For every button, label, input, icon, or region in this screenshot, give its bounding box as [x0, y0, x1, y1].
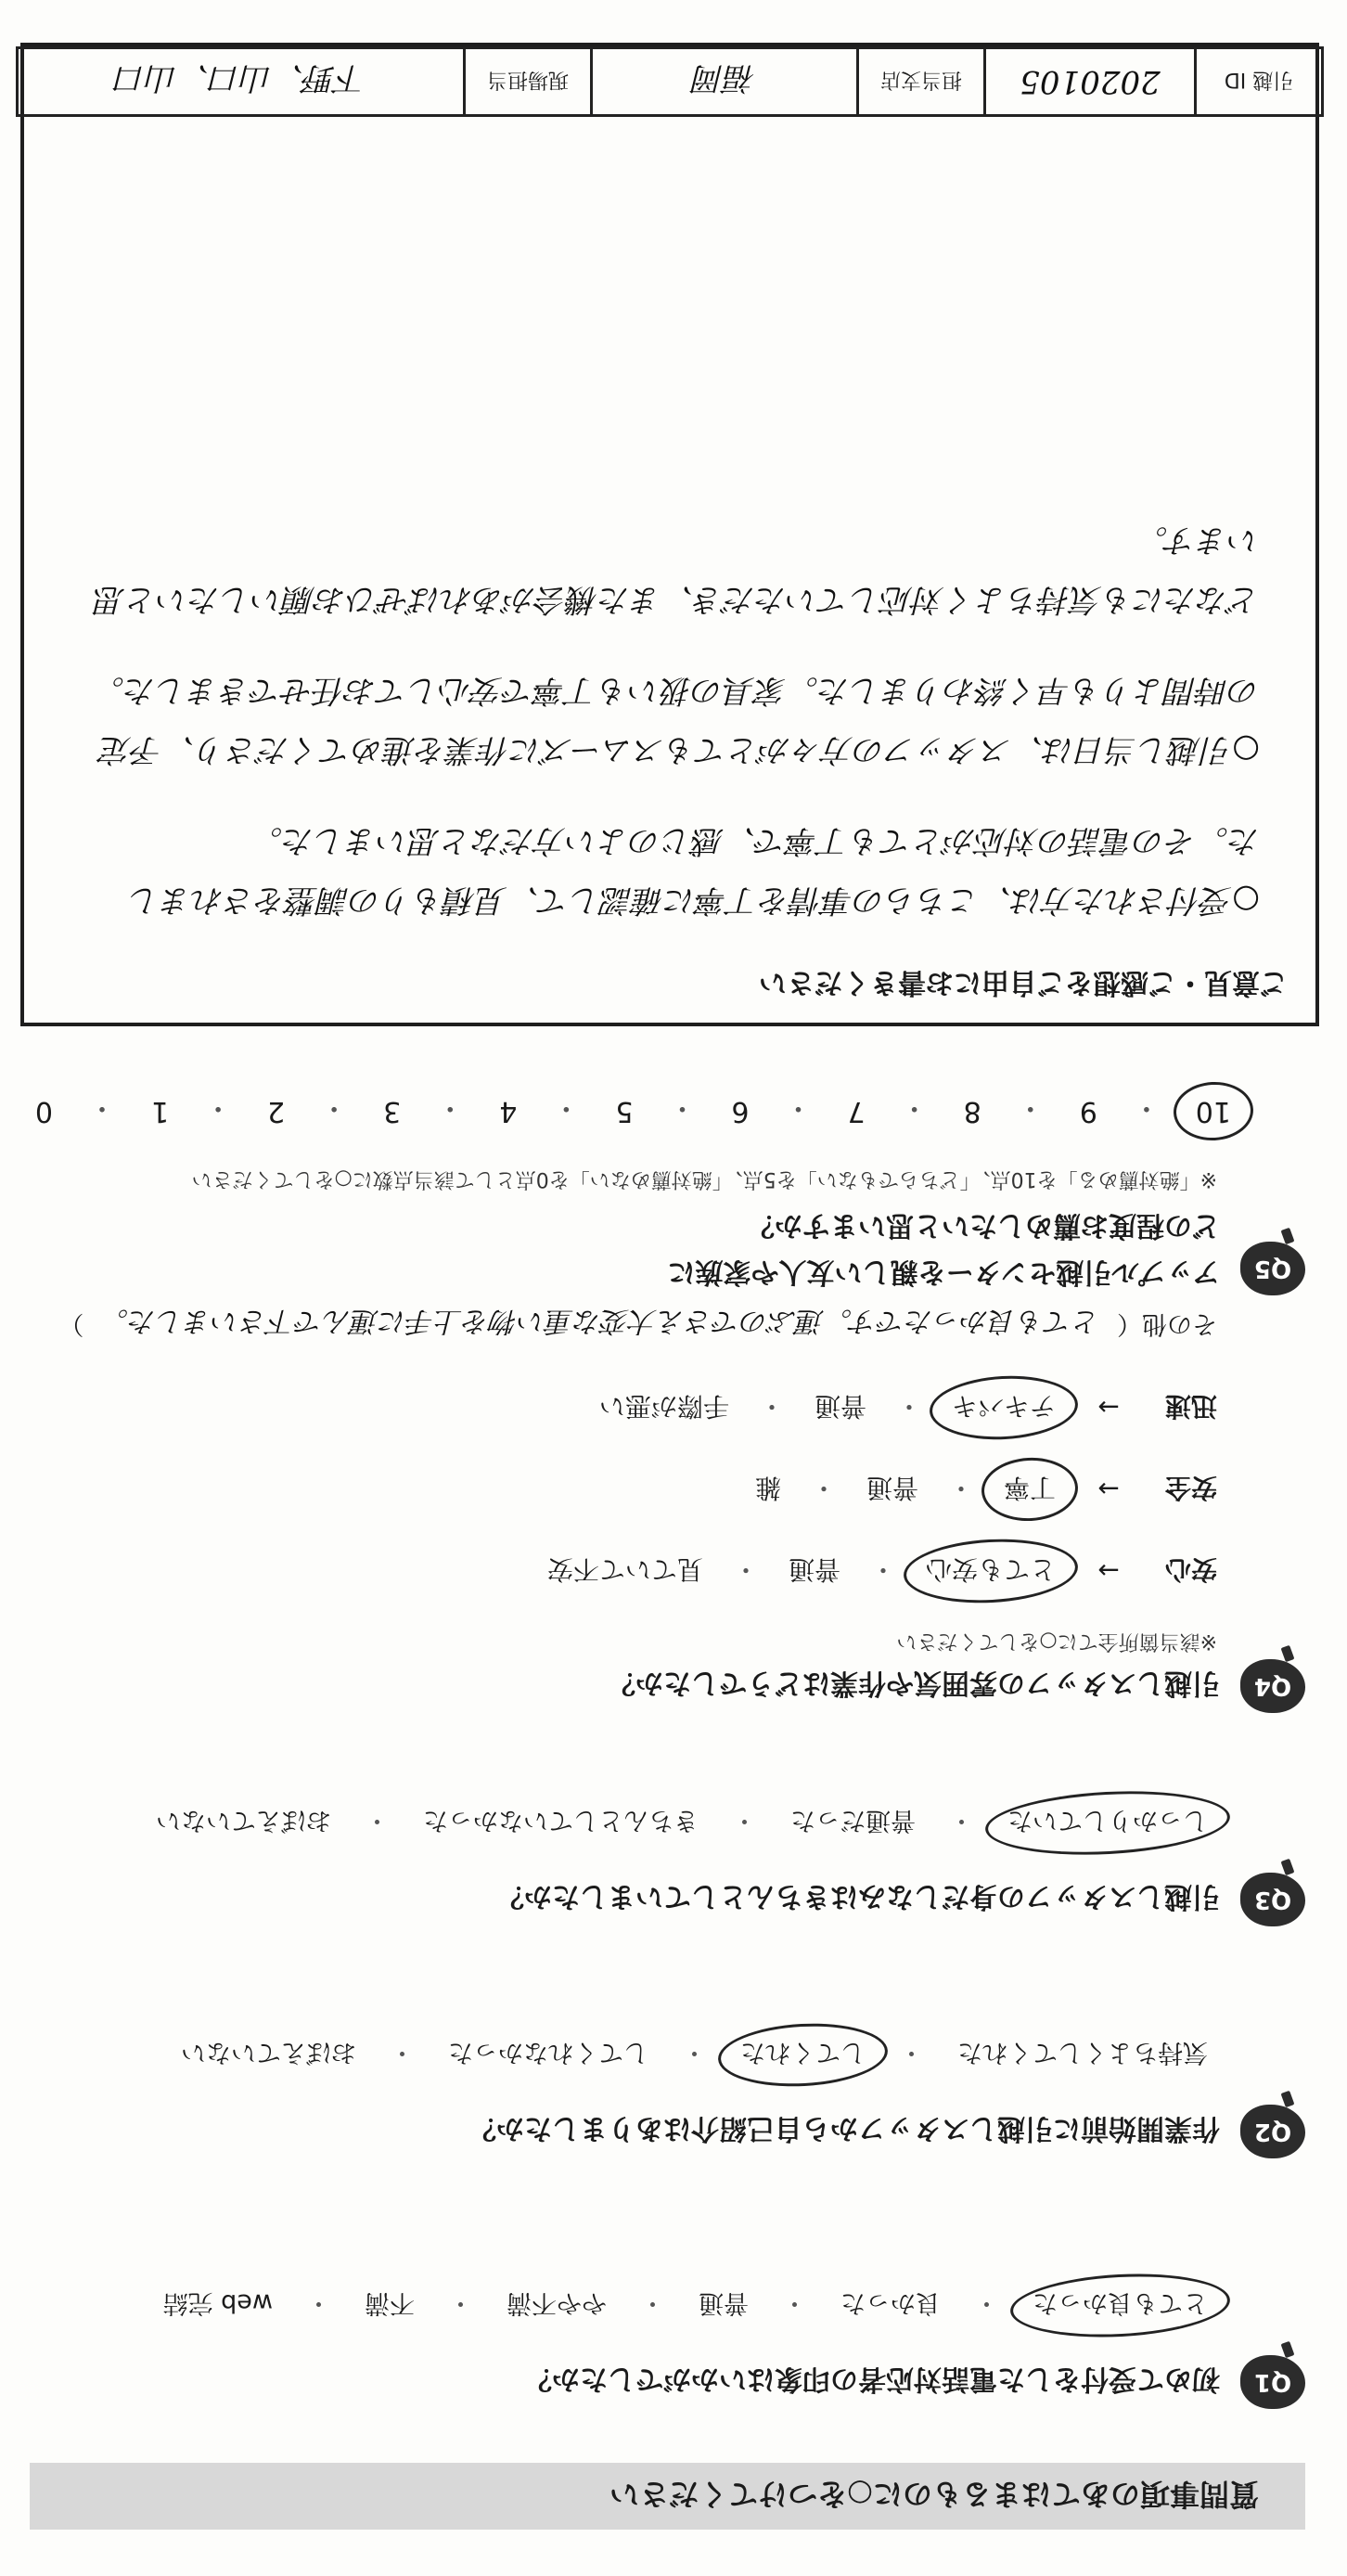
q1-option[interactable]: 良かった: [840, 2288, 941, 2317]
arrow-icon: →: [1097, 1474, 1120, 1505]
q5-score[interactable]: 7: [847, 1095, 866, 1127]
q3-options: しっかりしていた ・ 普通だった ・ きちんとしていなかった ・ おぼえていない: [25, 1799, 1217, 1847]
question-3: [25, 1799, 1305, 1926]
q5-text-line2: どの程度お薦めしたいと思いますか？: [747, 1209, 1220, 1242]
q3-badge: Q3: [1240, 1873, 1305, 1926]
q3-text: 引越しスタッフの身だしなみはきちんとしていましたか？: [496, 1880, 1220, 1913]
q5-score[interactable]: 5: [615, 1095, 634, 1127]
question-1: [25, 2282, 1305, 2409]
lead-label: 現場担当: [463, 49, 590, 114]
lead-value: 下野、山口、山口: [114, 59, 367, 97]
q1-text: 初めて受付をした電話対応者の印象はいかがでしたか？: [524, 2363, 1220, 2395]
q2-option[interactable]: 気持ちよくしてくれた: [957, 2038, 1208, 2067]
q5-score[interactable]: 10: [1187, 1089, 1240, 1133]
q4-row-anzen: 安全 → 丁寧 ・ 普通 ・ 雑: [25, 1465, 1217, 1513]
q5-scale: 10 ・ 9 ・ 8 ・ 7 ・ 6 ・ 5 ・ 4 ・ 3 ・ 2 ・ 1 ・ 0: [25, 1089, 1240, 1133]
q5-score[interactable]: 2: [267, 1095, 286, 1127]
branch-label: 担当支店: [856, 49, 983, 114]
info-table: [16, 46, 1324, 117]
comment-paragraph: どなたにも気持ちよく対応していただき、また機会があればぜひお願いしたいと思います。: [94, 522, 1260, 618]
comment-title: ご意見・ご感想をご自由にお書きください: [759, 966, 1288, 998]
q4-badge: Q4: [1240, 1659, 1305, 1713]
arrow-icon: →: [1097, 1555, 1120, 1587]
q4-option[interactable]: 普通: [788, 1554, 840, 1585]
q1-option[interactable]: とても良かった: [1023, 2282, 1217, 2329]
q4-option[interactable]: 普通: [814, 1391, 866, 1422]
q3-option[interactable]: 普通だった: [790, 1806, 916, 1835]
q5-score[interactable]: 6: [731, 1095, 750, 1127]
q3-option[interactable]: きちんとしていなかった: [423, 1806, 699, 1835]
q4-other-text[interactable]: とても良かったです。運ぶのでさえ大変な重い物を上手に運んで下さいました。: [100, 1305, 1100, 1337]
comment-box: [20, 43, 1319, 1026]
q4-option[interactable]: 手際が悪い: [598, 1391, 729, 1422]
q5-score[interactable]: 3: [383, 1095, 402, 1127]
q1-options: とても良かった ・ 良かった ・ 普通 ・ やや不満 ・ 不満 ・ web 完結: [25, 2282, 1217, 2329]
q1-option[interactable]: やや不満: [507, 2288, 607, 2317]
q4-other: [25, 1304, 1217, 1345]
q4-row-label: 迅速: [1164, 1391, 1217, 1422]
q4-option[interactable]: 普通: [866, 1473, 918, 1503]
q4-option[interactable]: とても安心: [917, 1547, 1065, 1595]
q4-option[interactable]: 雑: [754, 1473, 781, 1503]
q4-text: 引越しスタッフの雰囲気や作業はどうでしたか？: [608, 1667, 1220, 1699]
q4-option[interactable]: 丁寧: [994, 1465, 1065, 1513]
q4-row-label: 安心: [1164, 1554, 1217, 1585]
instruction-banner: 質問事項のあてはまるものに○をつけてください: [30, 2463, 1305, 2530]
q4-row-jinsoku: 迅速 → テキパキ ・ 普通 ・ 手際が悪い: [25, 1384, 1217, 1432]
q5-text-line1: アップル引越センターを親しい友人や家族に: [667, 1256, 1220, 1288]
q5-score[interactable]: 8: [963, 1095, 981, 1127]
q5-badge: Q5: [1240, 1242, 1305, 1295]
q2-option[interactable]: してくれなかった: [448, 2038, 648, 2067]
q4-other-label: その他（: [1117, 1309, 1217, 1338]
q4-note: ※該当箇所全てに○をしてください: [896, 1629, 1217, 1653]
q2-text: 作業開始前に引越しスタッフから自己紹介はありましたか？: [468, 2112, 1220, 2145]
q5-score[interactable]: 0: [34, 1095, 53, 1127]
q3-option[interactable]: おぼえていない: [156, 1806, 331, 1835]
q2-option[interactable]: おぼえていない: [181, 2038, 356, 2067]
question-2: [25, 2031, 1305, 2158]
q2-options: 気持ちよくしてくれた ・ してくれた ・ してくれなかった ・ おぼえていない: [25, 2031, 1217, 2079]
q4-option[interactable]: テキパキ: [943, 1384, 1065, 1432]
q4-row-label: 安全: [1164, 1473, 1217, 1503]
q1-badge: Q1: [1240, 2355, 1305, 2409]
question-4: [25, 1304, 1305, 1713]
q5-note: ※「絶対薦める」を10点、「どちらでもない」を5点、「絶対薦めない」を0点として該当点数に○をしてください: [191, 1167, 1217, 1191]
move-id-value: 2020105: [983, 49, 1194, 114]
q1-option[interactable]: 不満: [365, 2288, 415, 2317]
q5-score[interactable]: 4: [499, 1095, 518, 1127]
comment-paragraph: ○引越し当日は、スタッフの方々がとてもスムーズに作業を進めてくださり、予定の時間よりも早く終わりました。家具の扱いも丁寧で安心してお任せできました。: [93, 672, 1260, 768]
comment-body[interactable]: [24, 460, 1315, 948]
branch-value: 福岡: [590, 49, 856, 114]
q1-option[interactable]: web 完結: [162, 2288, 273, 2317]
q1-option[interactable]: 普通: [699, 2288, 749, 2317]
q3-option[interactable]: しっかりしていた: [998, 1799, 1217, 1847]
move-id-label: 引越 ID: [1194, 49, 1321, 114]
q5-score[interactable]: 1: [150, 1095, 170, 1127]
q2-badge: Q2: [1240, 2105, 1305, 2158]
question-5: [25, 1089, 1305, 1295]
arrow-icon: →: [1097, 1392, 1120, 1423]
q5-score[interactable]: 9: [1079, 1095, 1097, 1127]
q4-option[interactable]: 見ていて不安: [546, 1554, 703, 1585]
q2-option[interactable]: してくれた: [731, 2031, 875, 2079]
q4-row-anshin: 安心 → とても安心 ・ 普通 ・ 見ていて不安: [25, 1547, 1217, 1595]
q4-other-close: ）: [58, 1309, 84, 1338]
comment-paragraph: ○受付された方は、こちらの事情を丁寧に確認して、見積もりの調整をされました。その電話の対応がとても丁寧で、感じのよい方だなと思いました。: [129, 822, 1260, 919]
